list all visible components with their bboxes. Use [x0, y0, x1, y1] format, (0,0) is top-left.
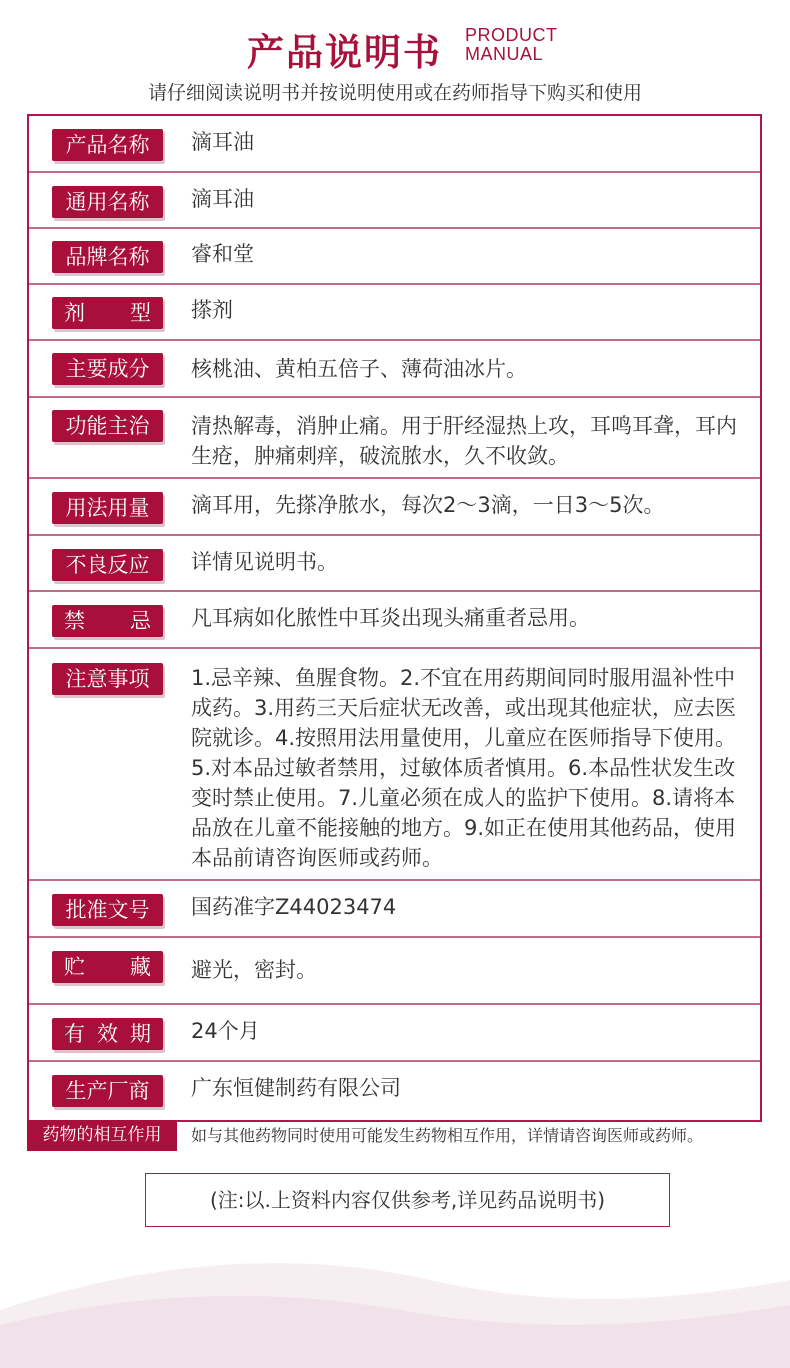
spec-table — [27, 114, 762, 1122]
row-label — [52, 186, 163, 218]
row-label — [52, 1018, 163, 1050]
table-row — [29, 479, 760, 536]
row-label-text: 禁 — [64, 609, 85, 633]
page-title-english — [465, 26, 558, 64]
row-label — [52, 663, 163, 695]
row-label-text: 主要成分 — [65, 357, 150, 381]
row-value: 避光，密封。 — [191, 958, 317, 982]
row-value: 搽剂 — [191, 298, 233, 322]
row-label — [52, 1075, 163, 1107]
table-row — [29, 341, 760, 398]
row-label-text: 期 — [130, 1022, 151, 1046]
row-value: 24个月 — [191, 1019, 260, 1043]
row-label — [52, 549, 163, 581]
table-row — [29, 1062, 760, 1120]
row-label — [52, 410, 163, 442]
row-value: 国药准字Z44023474 — [191, 895, 397, 919]
row-label-text: 注意事项 — [65, 667, 150, 691]
table-row — [29, 1005, 760, 1062]
table-row — [29, 649, 760, 881]
row-value: 详情见说明书。 — [191, 550, 338, 574]
row-label — [52, 605, 163, 637]
row-label-text: 产品名称 — [65, 133, 150, 157]
row-label-text: 忌 — [130, 609, 151, 633]
row-label-text: 剂 — [64, 301, 85, 325]
table-row — [29, 398, 760, 479]
row-label-text: 不良反应 — [65, 553, 150, 577]
row-label-text: 用法用量 — [65, 496, 150, 520]
row-value: 睿和堂 — [191, 242, 254, 266]
row-label — [52, 129, 163, 161]
row-label — [52, 297, 163, 329]
row-label — [52, 894, 163, 926]
header — [0, 18, 790, 74]
row-label-text: 通用名称 — [65, 190, 150, 214]
row-label-text: 效 — [97, 1022, 118, 1046]
title-en-line-1: PRODUCT — [465, 25, 558, 45]
row-value: 凡耳病如化脓性中耳炎出现头痛重者忌用。 — [191, 606, 590, 630]
row-value: 核桃油、黄柏五倍子、薄荷油冰片。 — [191, 357, 527, 381]
row-label-text: 贮 — [64, 955, 85, 979]
table-row — [29, 592, 760, 649]
page-title: 产品说明书 — [247, 31, 442, 74]
row-label-text: 生产厂商 — [65, 1079, 150, 1103]
disclaimer-note: (注:以.上资料内容仅供参考,详见药品说明书) — [145, 1173, 670, 1227]
table-row — [29, 285, 760, 341]
row-value: 滴耳油 — [191, 187, 254, 211]
row-label — [52, 353, 163, 385]
row-label-text: 藏 — [130, 955, 151, 979]
row-value: 滴耳用，先搽净脓水，每次2～3滴，一日3～5次。 — [191, 493, 665, 517]
title-en-line-2: MANUAL — [465, 44, 544, 64]
table-row — [29, 173, 760, 229]
row-value: 清热解毒，消肿止痛。用于肝经湿热上攻，耳鸣耳聋，耳内生疮，肿痛刺痒，破流脓水，久不收敛。 — [191, 414, 737, 468]
table-row — [29, 938, 760, 1005]
interaction-text: 如与其他药物同时使用可能发生药物相互作用，详情请咨询医师或药师。 — [191, 1126, 704, 1145]
row-label-text: 功能主治 — [65, 414, 150, 438]
table-row — [29, 116, 760, 173]
row-label-text: 批准文号 — [65, 898, 150, 922]
row-label-text: 型 — [130, 301, 151, 325]
row-label — [52, 492, 163, 524]
subtitle: 请仔细阅读说明书并按说明使用或在药师指导下购买和使用 — [147, 82, 642, 104]
row-label-text: 品牌名称 — [65, 245, 150, 269]
decorative-wave — [0, 1240, 790, 1368]
row-label — [52, 951, 163, 983]
interaction-label: 药物的相互作用 — [27, 1120, 177, 1151]
row-value: 1.忌辛辣、鱼腥食物。2.不宜在用药期间同时服用温补性中成药。3.用药三天后症状无改善，或出现其他症状，应去医院就诊。4.按照用法用量使用，儿童应在医师指导下使用。5.对本品过敏者禁用，过敏体质者慎用。6.本品性状发生改变时禁止使用。7.儿童必须在成人的监护下使用。8.请将本品放在儿童不能接触的地方。9.如正在使用其他药品，使用本品前请咨询医师或药师。 — [191, 666, 737, 870]
table-row — [29, 229, 760, 285]
row-label — [52, 241, 163, 273]
row-value: 滴耳油 — [191, 130, 254, 154]
row-label-text: 有 — [64, 1022, 85, 1046]
table-row — [29, 536, 760, 592]
row-value: 广东恒健制药有限公司 — [191, 1076, 401, 1100]
table-row — [29, 881, 760, 938]
interaction-section — [27, 1118, 790, 1152]
